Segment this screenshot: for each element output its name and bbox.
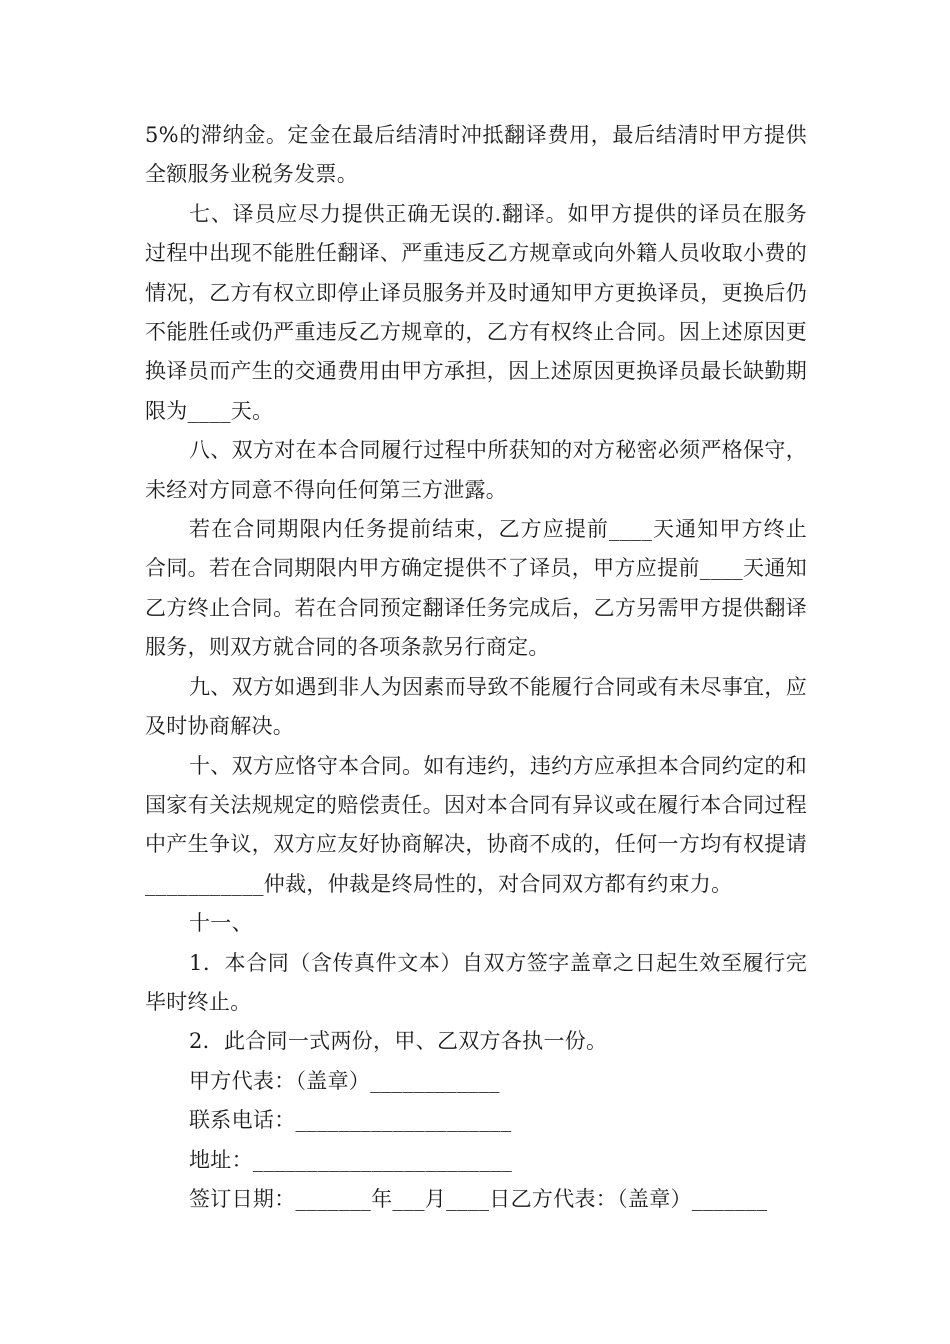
- paragraph-clause-10: 十、双方应恪守本合同。如有违约，违约方应承担本合同约定的和国家有关法规规定的赔偿责任。因对本合同有异议或在履行本合同过程中产生争议，双方应友好协商解决，协商不成的，任何一方均有权提请___________仲裁，仲裁是终局性的，对合同双方都有约束力。: [145, 753, 807, 896]
- paragraph-clause-7: 七、译员应尽力提供正确无误的.翻译。如甲方提供的译员在服务过程中出现不能胜任翻译、严重违反乙方规章或向外籍人员收取小费的情况，乙方有权立即停止译员服务并及时通知甲方更换译员，更换后仍不能胜任或仍严重违反乙方规章的，乙方有权终止合同。因上述原因更换译员而产生的交通费用由甲方承担，因上述原因更换译员最长缺勤期限为____天。: [145, 201, 807, 423]
- paragraph-clause-8: 八、双方对在本合同履行过程中所获知的对方秘密必须严格保守，未经对方同意不得向任何第三方泄露。: [145, 438, 807, 502]
- paragraph-clause-11-heading: 十一、: [189, 911, 253, 936]
- signature-address: 地址：________________________: [189, 1147, 513, 1172]
- paragraph-clause-8-termination: 若在合同期限内任务提前结束，乙方应提前____天通知甲方终止合同。若在合同期限内甲方确定提供不了译员，甲方应提前____天通知乙方终止合同。若在合同预定翻译任务完成后，乙方另需甲方提供翻译服务，则双方就合同的各项条款另行商定。: [145, 517, 807, 660]
- signature-party-a-representative: 甲方代表：（盖章）____________: [189, 1068, 500, 1093]
- paragraph-clause-11-item-2: 2．此合同一式两份，甲、乙双方各执一份。: [189, 1029, 608, 1054]
- signature-contact-phone: 联系电话：____________________: [189, 1108, 512, 1133]
- paragraph-clause-5-continued: 5%的滞纳金。定金在最后结清时冲抵翻译费用，最后结清时甲方提供全额服务业税务发票。: [145, 123, 807, 187]
- document-page: [145, 116, 807, 1219]
- paragraph-clause-11-item-1: 1．本合同（含传真件文本）自双方签字盖章之日起生效至履行完毕时终止。: [145, 950, 807, 1014]
- signature-date-and-party-b: 签订日期：_______年___月____日乙方代表：（盖章）_______: [189, 1186, 768, 1211]
- paragraph-clause-9: 九、双方如遇到非人为因素而导致不能履行合同或有未尽事宜，应及时协商解决。: [145, 674, 807, 739]
